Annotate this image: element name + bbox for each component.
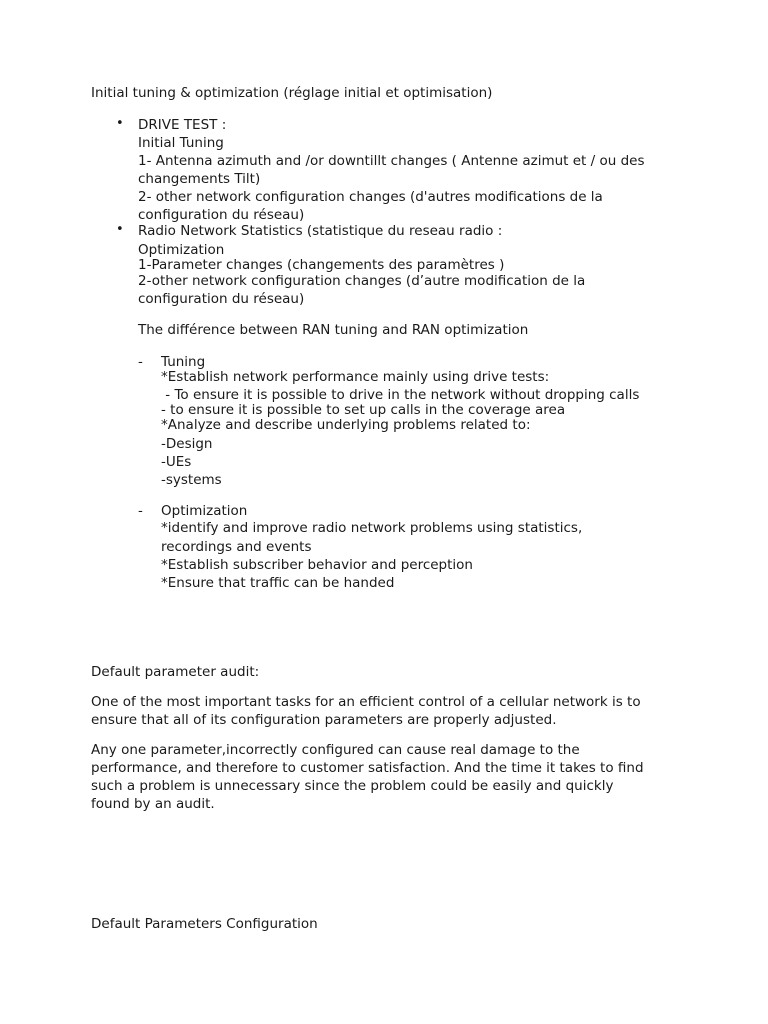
- bullet-icon: •: [116, 116, 124, 131]
- radio-stats-item: 1-Parameter changes (changements des paramètres ): [138, 257, 505, 273]
- tuning-line: - to ensure it is possible to set up calls in the coverage area: [161, 402, 566, 418]
- bullet-icon: •: [116, 222, 124, 237]
- optimization-line: *identify and improve radio network problems using statistics,: [161, 520, 583, 536]
- audit-paragraph-line: Any one parameter,incorrectly configured can cause real damage to the: [91, 742, 580, 758]
- drive-test-item: configuration du réseau): [138, 207, 305, 223]
- page-heading: Initial tuning & optimization (réglage initial et optimisation): [91, 85, 493, 101]
- radio-stats-subtitle: Optimization: [138, 242, 225, 258]
- optimization-title: Optimization: [161, 503, 248, 519]
- audit-heading: Default parameter audit:: [91, 664, 260, 680]
- drive-test-subtitle: Initial Tuning: [138, 135, 224, 151]
- radio-stats-item: 2-other network configuration changes (d’autre modification de la: [138, 273, 586, 289]
- difference-heading: The différence between RAN tuning and RAN optimization: [138, 322, 529, 338]
- drive-test-item: 2- other network configuration changes (d'autres modifications de la: [138, 189, 603, 205]
- tuning-line: -systems: [161, 472, 222, 488]
- audit-paragraph-line: One of the most important tasks for an efficient control of a cellular network is to: [91, 694, 641, 710]
- dash-icon: -: [138, 354, 143, 370]
- dash-icon: -: [138, 503, 143, 519]
- audit-paragraph-line: performance, and therefore to customer satisfaction. And the time it takes to find: [91, 760, 644, 776]
- tuning-line: -Design: [161, 436, 213, 452]
- radio-stats-title: Radio Network Statistics (statistique du reseau radio :: [138, 223, 503, 239]
- optimization-line: *Establish subscriber behavior and perception: [161, 557, 473, 573]
- optimization-line: recordings and events: [161, 539, 312, 555]
- radio-stats-item: configuration du réseau): [138, 291, 305, 307]
- tuning-line: -UEs: [161, 454, 192, 470]
- tuning-line: - To ensure it is possible to drive in the network without dropping calls: [161, 387, 640, 403]
- tuning-line: *Analyze and describe underlying problems related to:: [161, 417, 531, 433]
- tuning-title: Tuning: [161, 354, 206, 370]
- audit-paragraph-line: found by an audit.: [91, 796, 215, 812]
- optimization-line: *Ensure that traffic can be handed: [161, 575, 395, 591]
- tuning-line: *Establish network performance mainly using drive tests:: [161, 369, 550, 385]
- audit-paragraph-line: ensure that all of its configuration parameters are properly adjusted.: [91, 712, 557, 728]
- drive-test-title: DRIVE TEST :: [138, 117, 227, 133]
- config-heading: Default Parameters Configuration: [91, 916, 318, 932]
- audit-paragraph-line: such a problem is unnecessary since the problem could be easily and quickly: [91, 778, 614, 794]
- drive-test-item: changements Tilt): [138, 171, 261, 187]
- drive-test-item: 1- Antenna azimuth and /or downtillt changes ( Antenne azimut et / ou des: [138, 153, 645, 169]
